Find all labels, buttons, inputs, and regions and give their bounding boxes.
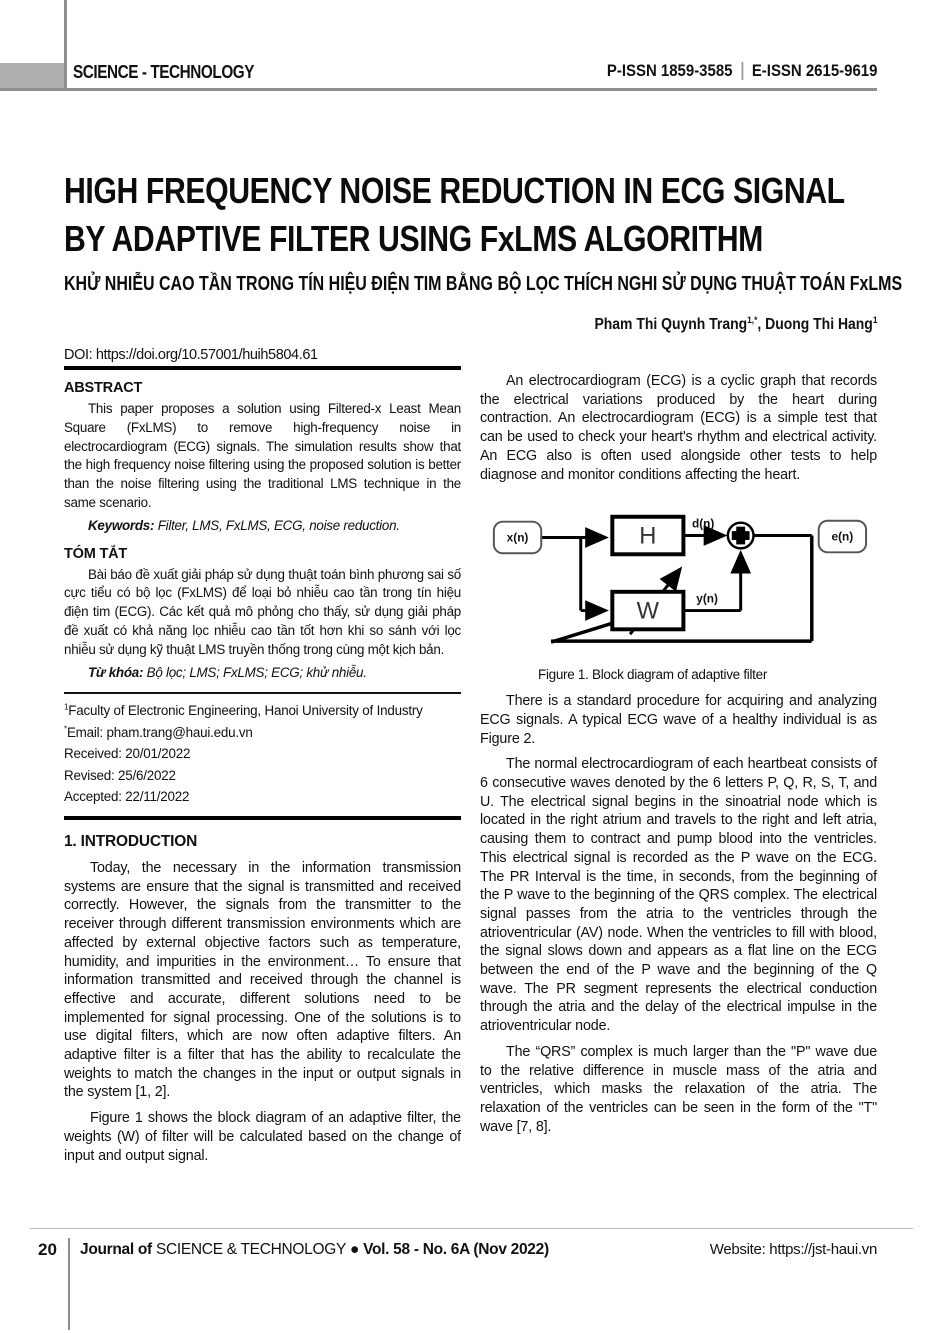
qrs-paragraph: The “QRS” complex is much larger than the "P" wave due to the relative difference in muscle mass of the atria and ventricles, which masks the relaxation of the atria. The relaxation of the ventricles can be seen in the form of the "T" wave [7, 8]. <box>480 1043 877 1135</box>
figure-1-block-diagram <box>482 492 877 665</box>
header-rule <box>0 88 877 91</box>
website-link[interactable]: Website: https://jst-haui.vn <box>709 1241 877 1258</box>
article-subtitle-vietnamese: KHỬ NHIỄU CAO TẦN TRONG TÍN HIỆU ĐIỆN TIM BẰNG BỘ LỌC THÍCH NGHI SỬ DỤNG THUẬT TOÁN FxLMS <box>64 272 903 295</box>
header-issn <box>606 61 877 81</box>
abstract-box <box>64 366 461 820</box>
article-title <box>64 167 943 263</box>
footer-rule <box>30 1228 913 1229</box>
affiliation-line <box>64 700 461 722</box>
figure-d-signal-label: d(n) <box>692 516 715 531</box>
tomtat-heading: TÓM TẮT <box>64 545 128 562</box>
email-sup: * <box>64 724 67 734</box>
top-left-vertical-bar <box>64 0 67 91</box>
introduction-heading: 1. INTRODUCTION <box>64 833 198 850</box>
keywords-text: Filter, LMS, FxLMS, ECG, noise reduction. <box>157 517 400 533</box>
accepted-date: Accepted: 22/11/2022 <box>64 789 190 805</box>
issn-separator <box>741 62 743 80</box>
tukhoa-label: Từ khóa: <box>88 664 144 680</box>
e-issn: E-ISSN 2615-9619 <box>751 61 877 80</box>
abstract-top-rule <box>64 366 461 370</box>
p-issn: P-ISSN 1859-3585 <box>606 61 733 80</box>
figure-w-block-label: W <box>636 598 660 625</box>
abstract-body: This paper proposes a solution using Filtered-x Least Mean Square (FxLMS) to remove high-frequency noise in electrocardiogram (ECG) signals. The simulation results show that the high frequency noise filtering using the proposed solution is better than the noise filtering using the traditional LMS technique in the same scenario. <box>64 401 461 510</box>
affiliation-rule <box>64 692 461 694</box>
received-date: Received: 20/01/2022 <box>64 746 191 762</box>
affiliation-sup: 1 <box>64 702 69 712</box>
header-section-label: SCIENCE - TECHNOLOGY <box>73 62 255 82</box>
tomtat-body: Bài báo đề xuất giải pháp sử dụng thuật toán bình phương sai số cực tiểu có bộ lọc (FxLMS) để loại bỏ nhiễu cao tần trong tín hiệu điện tim (ECG). Các kết quả mô phỏng cho thấy, sử dụng giải pháp đề xuất có khả năng lọc nhiễu cao tần tốt hơn khi so sánh với lọc nhiễu sử dụng kỹ thuật LMS truyền thống trong cùng một kịch bản. <box>64 566 461 657</box>
affiliation-block <box>64 700 461 808</box>
top-left-gray-block <box>0 63 64 88</box>
author-1: Pham Thi Quynh Trang <box>593 316 747 333</box>
figure-1-caption: Figure 1. Block diagram of adaptive filter <box>538 667 768 683</box>
ecg-waves-paragraph: The normal electrocardiogram of each heartbeat consists of 6 consecutive waves denoted by the 6 letters P, Q, R, S, T, and U. The electrical signal begins in the sinoatrial node which is located in the right atrium and travels to the right and left atria, causing them to contract and pump blood into the ventricles. This electrical signal is recorded as the P wave on the ECG. The PR Interval is the time, in seconds, from the beginning of the P wave to the beginning of the QRS complex. The electrical signal passes from the atria to the ventricles through the atrioventricular (AV) node. When the ventricles to fill with blood, the signal slows down and appears as a flat line on the ECG between the end of the P wave and the beginning of the Q wave. The PR segment represents the electrical conduction through the atria and the delay of the electrical impulse in the atrioventricular node. <box>480 756 877 1035</box>
email-text[interactable]: Email: pham.trang@haui.edu.vn <box>66 724 253 740</box>
author-2-affiliation-mark: 1 <box>872 314 877 325</box>
affiliation-text: Faculty of Electronic Engineering, Hanoi University of Industry <box>68 703 423 719</box>
title-line-2: BY ADAPTIVE FILTER USING FxLMS ALGORITHM <box>64 218 763 259</box>
footer-vertical-bar <box>68 1238 70 1330</box>
revised-date: Revised: 25/6/2022 <box>64 767 176 783</box>
figure-h-block-label: H <box>639 523 657 550</box>
tukhoa-line <box>64 664 461 683</box>
figure-y-signal-label: y(n) <box>696 591 718 606</box>
page-number: 20 <box>38 1240 57 1259</box>
authors-line <box>594 316 877 334</box>
introduction-paragraph-2: Figure 1 shows the block diagram of an adaptive filter, the weights (W) of filter will be calculated based on the change of input and output signal. <box>64 1110 461 1164</box>
abstract-heading: ABSTRACT <box>64 380 143 396</box>
right-column <box>480 372 877 1143</box>
keywords-label: Keywords: <box>88 517 155 533</box>
footer-journal-prefix: Journal of <box>80 1241 156 1258</box>
title-line-1: HIGH FREQUENCY NOISE REDUCTION IN ECG SIGNAL <box>64 170 845 211</box>
introduction-section <box>64 833 461 1172</box>
ecg-procedure-paragraph: There is a standard procedure for acquiring and analyzing ECG signals. A typical ECG wave of a healthy individual is as Figure 2. <box>480 693 877 747</box>
doi-link[interactable]: DOI: https://doi.org/10.57001/huih5804.61 <box>64 347 318 363</box>
ecg-intro-paragraph: An electrocardiogram (ECG) is a cyclic graph that records the electrical variations produced by the heart during contraction. An electrocardiogram (ECG) is a simple test that can be used to check your heart's rhythm and electrical activity. An ECG also is often used alongside other tests to help diagnose and monitor conditions affecting the heart. <box>480 373 877 483</box>
abstract-bottom-rule <box>64 816 461 820</box>
author-1-affiliation-mark: 1,* <box>746 314 757 325</box>
tukhoa-text: Bộ lọc; LMS; FxLMS; ECG; khử nhiễu. <box>146 664 367 680</box>
footer-volume-info: ● Vol. 58 - No. 6A (Nov 2022) <box>346 1241 549 1258</box>
email-line <box>64 722 461 744</box>
author-2: , Duong Thi Hang <box>756 316 873 333</box>
figure-error-label: e(n) <box>831 529 854 544</box>
figure-input-label: x(n) <box>506 530 529 545</box>
footer-journal-line <box>80 1241 549 1259</box>
keywords-line <box>64 517 461 536</box>
footer-journal-name: SCIENCE & TECHNOLOGY <box>155 1241 347 1258</box>
introduction-paragraph-1: Today, the necessary in the information transmission systems are ensure that the signal is transmitted and received correctly. However, the signals from the transmitter to the receiver through different transmission environments which are affected by external objective factors such as temperature, humidity, and impurities in the environment… To ensure that information transmitted and received through the channel is effective and accurate, different solutions need to be implemented for signal processing. One of the solutions is to use digital filters, which are now often adaptive filters. An adaptive filter is a filter that has the ability to recalculate the weights to match the changes in the input or output signals in the system [1, 2]. <box>64 860 461 1101</box>
